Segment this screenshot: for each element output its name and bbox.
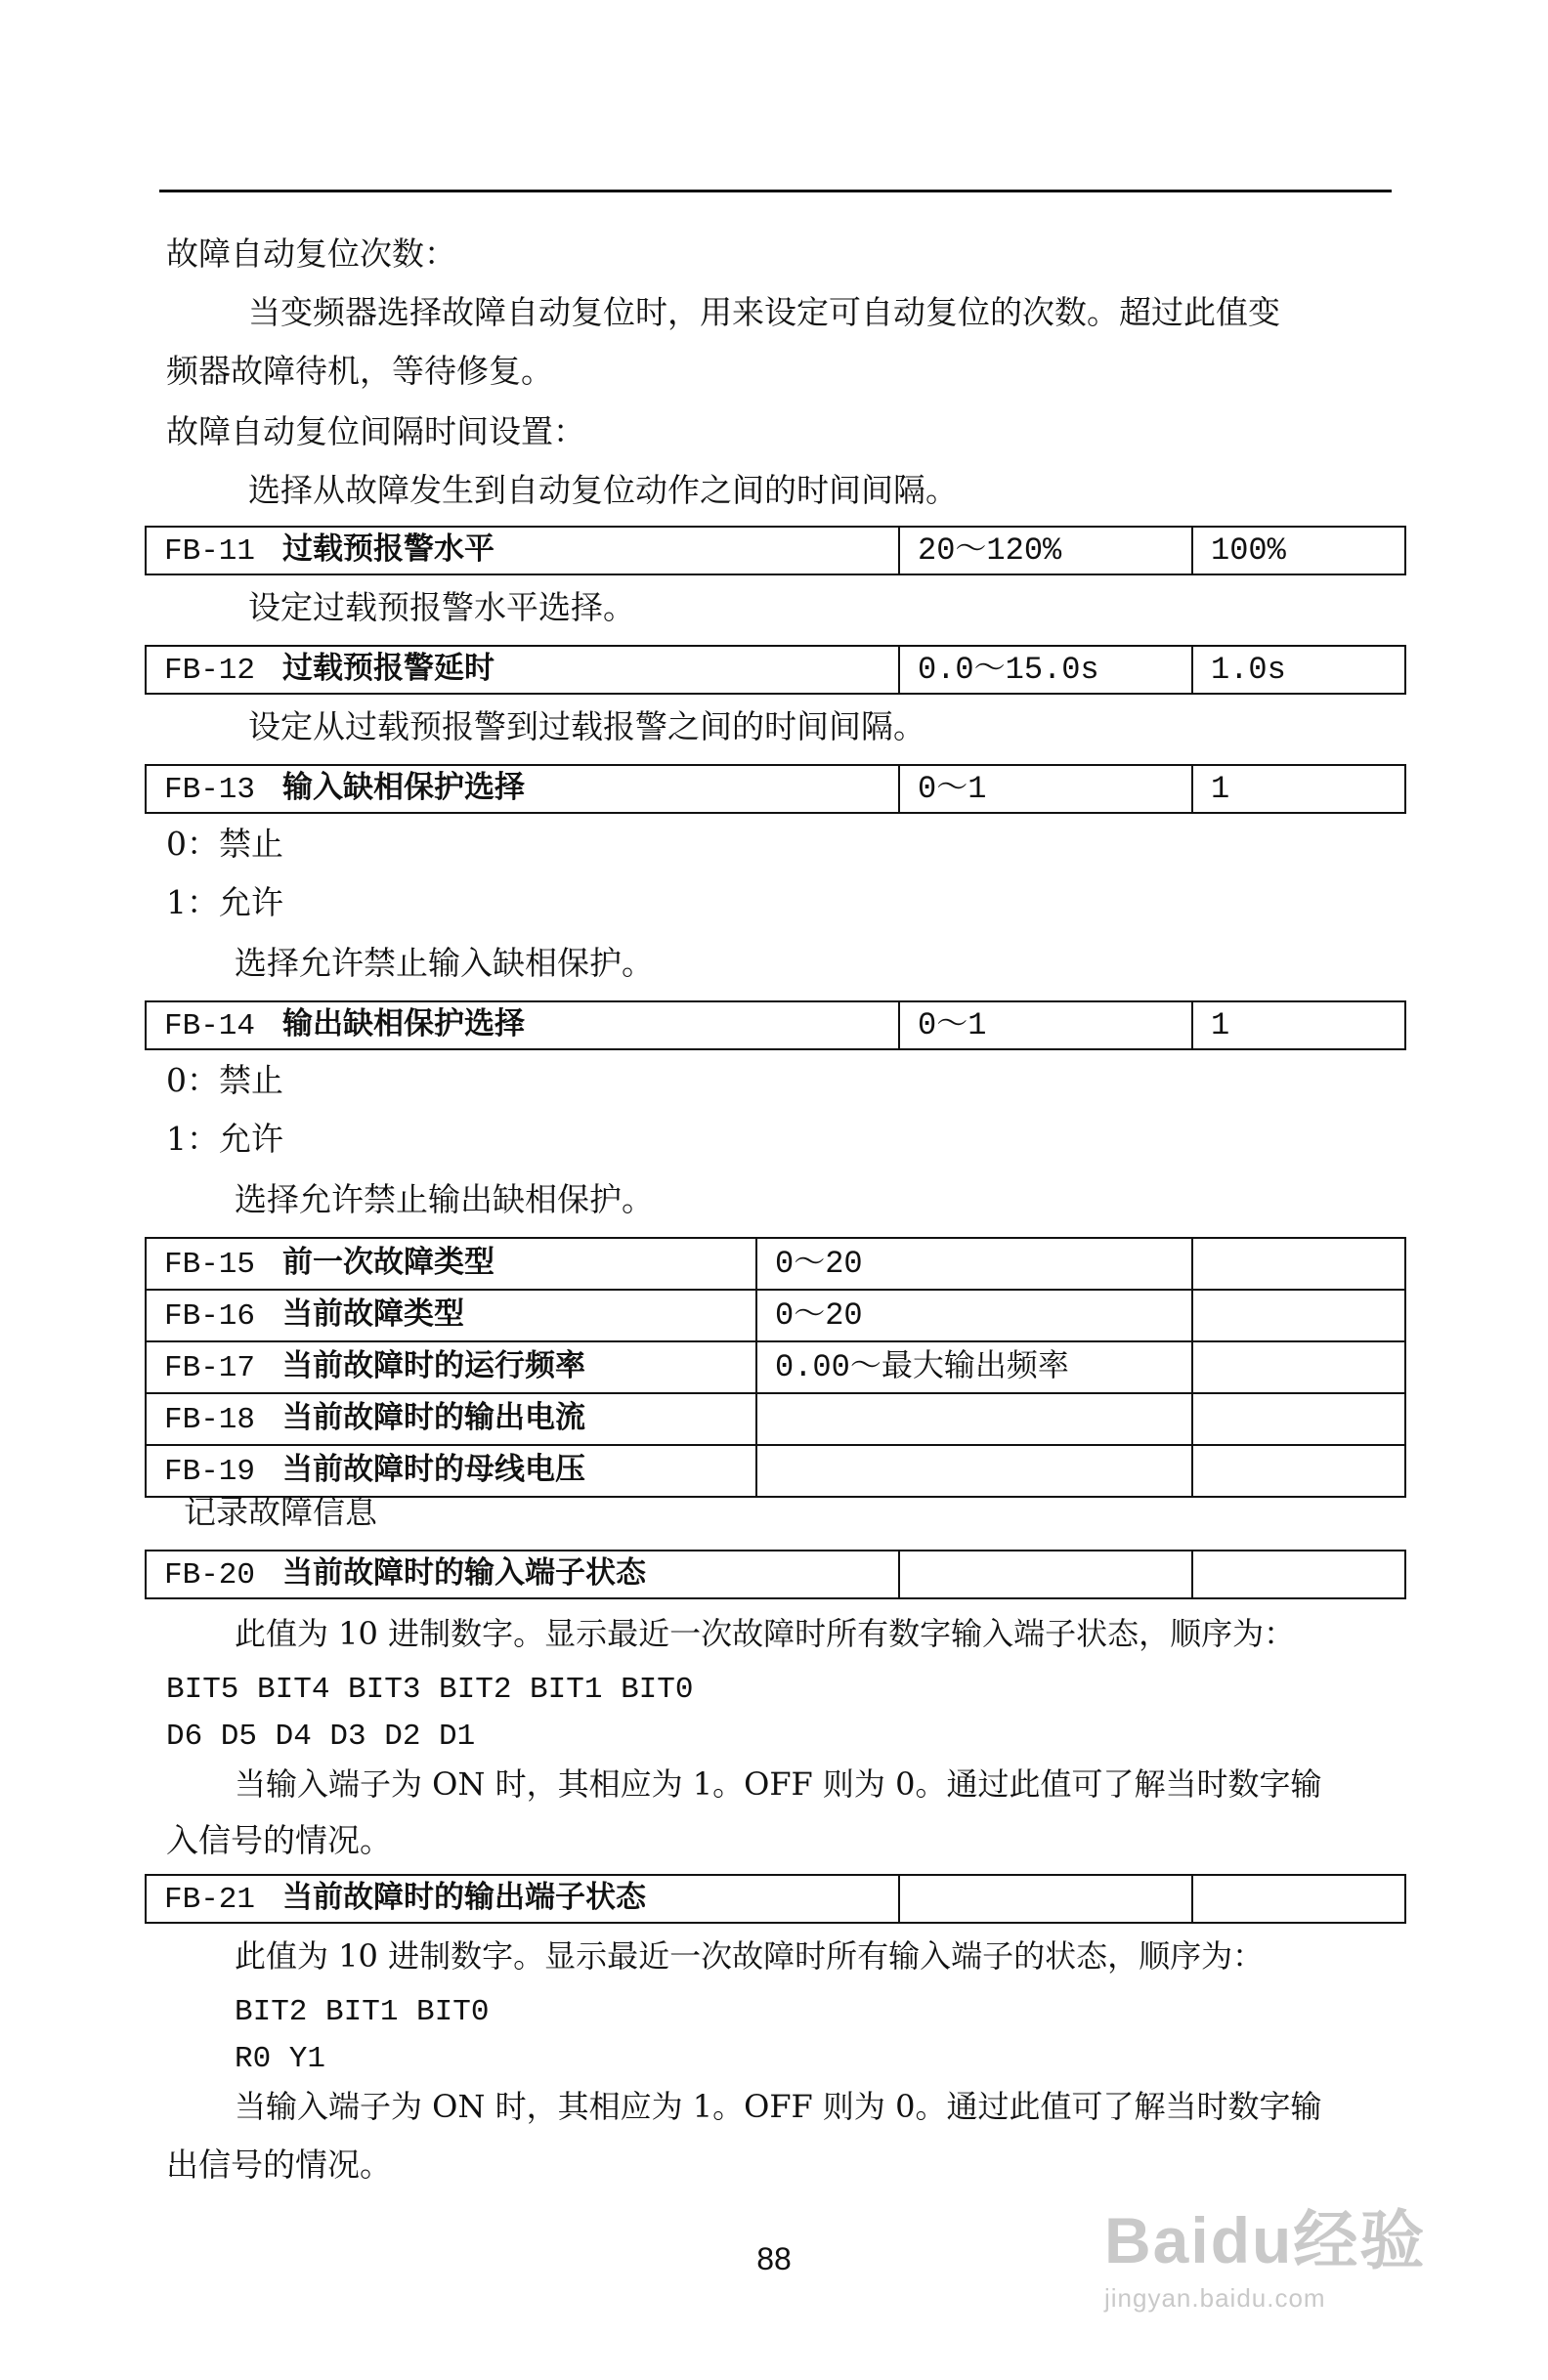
param-code: FB-18 (164, 1403, 256, 1437)
param-code: FB-13 (164, 773, 256, 807)
param-name: 当前故障时的输出电流 (282, 1400, 586, 1435)
param-table-fb13 (145, 764, 1406, 814)
param-name-cell (146, 765, 899, 813)
param-default (1192, 1238, 1405, 1290)
param-table-fb12 (145, 645, 1406, 695)
param-name-cell (146, 1238, 756, 1290)
bit-order: BIT2 BIT1 BIT0 (235, 1995, 490, 2029)
param-table-fb21 (145, 1874, 1406, 1924)
param-name-cell (146, 1551, 899, 1598)
table-row (146, 646, 1405, 694)
table-row (146, 1290, 1405, 1341)
param-name-cell (146, 1445, 756, 1497)
param-code: FB-20 (164, 1558, 256, 1593)
param-name: 当前故障时的输出端子状态 (282, 1880, 647, 1915)
param-code: FB-15 (164, 1248, 256, 1282)
watermark-url: jingyan.baidu.com (1104, 2283, 1326, 2313)
paragraph: 设定从过载预报警到过载报警之间的时间间隔。 (248, 707, 925, 745)
bit-terminals: D6 D5 D4 D3 D2 D1 (166, 1720, 476, 1754)
param-default (1192, 1875, 1405, 1923)
param-name: 当前故障类型 (282, 1296, 465, 1332)
table-row (146, 1551, 1405, 1598)
param-range: 0～1 (899, 1001, 1192, 1049)
param-default: 1 (1192, 765, 1405, 813)
table-row (146, 1238, 1405, 1290)
table-row (146, 1001, 1405, 1049)
table-row (146, 527, 1405, 574)
table-row (146, 1445, 1405, 1497)
param-code: FB-16 (164, 1299, 256, 1334)
param-range: 0～20 (756, 1290, 1192, 1341)
heading-reset-interval: 故障自动复位间隔时间设置： (166, 412, 585, 450)
paragraph: 当变频器选择故障自动复位时，用来设定可自动复位的次数。超过此值变 (248, 293, 1280, 331)
param-name: 当前故障时的运行频率 (282, 1348, 586, 1383)
param-name: 当前故障时的母线电压 (282, 1452, 586, 1487)
param-default (1192, 1393, 1405, 1445)
param-code: FB-14 (164, 1009, 256, 1043)
param-range: 20～120% (899, 527, 1192, 574)
param-default: 100% (1192, 527, 1405, 574)
param-name: 输出缺相保护选择 (282, 1006, 526, 1041)
param-table-fb20 (145, 1550, 1406, 1599)
param-range (899, 1875, 1192, 1923)
param-name-cell (146, 1875, 899, 1923)
param-default: 1 (1192, 1001, 1405, 1049)
param-range: 0.00～最大输出频率 (756, 1341, 1192, 1393)
bit-order: BIT5 BIT4 BIT3 BIT2 BIT1 BIT0 (166, 1673, 694, 1707)
fault-record-table (145, 1237, 1406, 1498)
paragraph: 当输入端子为 ON 时，其相应为 1。OFF 则为 0。通过此值可了解当时数字输 (235, 1765, 1322, 1803)
option-text: 1：允许 (166, 883, 283, 921)
heading-reset-count: 故障自动复位次数： (166, 234, 456, 273)
page-number: 88 (756, 2241, 792, 2276)
param-default (1192, 1445, 1405, 1497)
paragraph: 此值为 10 进制数字。显示最近一次故障时所有数字输入端子状态，顺序为： (235, 1615, 1296, 1652)
watermark (1104, 2189, 1456, 2314)
paragraph: 设定过载预报警水平选择。 (248, 588, 635, 626)
bit-terminals: R0 Y1 (235, 2042, 326, 2076)
option-text: 1：允许 (166, 1120, 283, 1158)
paragraph: 频器故障待机，等待修复。 (166, 352, 553, 390)
param-code: FB-21 (164, 1883, 256, 1917)
param-code: FB-12 (164, 654, 256, 688)
table-row (146, 765, 1405, 813)
param-default (1192, 1551, 1405, 1598)
param-range (899, 1551, 1192, 1598)
param-name-cell (146, 1393, 756, 1445)
table-row (146, 1341, 1405, 1393)
paragraph: 此值为 10 进制数字。显示最近一次故障时所有输入端子的状态，顺序为： (235, 1937, 1265, 1975)
paragraph: 当输入端子为 ON 时，其相应为 1。OFF 则为 0。通过此值可了解当时数字输 (235, 2088, 1322, 2125)
param-range (756, 1393, 1192, 1445)
watermark-logo: Baidu经验 (1104, 2204, 1427, 2276)
table-row (146, 1393, 1405, 1445)
param-range (756, 1445, 1192, 1497)
param-default (1192, 1290, 1405, 1341)
paragraph: 出信号的情况。 (166, 2146, 392, 2184)
paragraph: 选择允许禁止输出缺相保护。 (235, 1180, 654, 1218)
param-default: 1.0s (1192, 646, 1405, 694)
param-code: FB-19 (164, 1455, 256, 1489)
param-name-cell (146, 1001, 899, 1049)
param-table-fb14 (145, 1000, 1406, 1050)
param-name-cell (146, 646, 899, 694)
param-code: FB-11 (164, 534, 256, 569)
option-text: 0：禁止 (166, 825, 283, 863)
paragraph: 选择从故障发生到自动复位动作之间的时间间隔。 (248, 471, 958, 509)
param-code: FB-17 (164, 1351, 256, 1385)
param-name: 输入缺相保护选择 (282, 770, 526, 805)
param-default (1192, 1341, 1405, 1393)
param-name: 前一次故障类型 (282, 1245, 495, 1280)
header-rule (159, 190, 1392, 192)
param-name: 当前故障时的输入端子状态 (282, 1555, 647, 1591)
param-range: 0～1 (899, 765, 1192, 813)
param-name: 过载预报警延时 (282, 651, 495, 686)
param-name-cell (146, 1290, 756, 1341)
param-range: 0～20 (756, 1238, 1192, 1290)
option-text: 0：禁止 (166, 1061, 283, 1099)
param-name-cell (146, 1341, 756, 1393)
param-range: 0.0～15.0s (899, 646, 1192, 694)
paragraph: 记录故障信息 (184, 1493, 377, 1531)
paragraph: 入信号的情况。 (166, 1821, 392, 1859)
param-name-cell (146, 527, 899, 574)
paragraph: 选择允许禁止输入缺相保护。 (235, 944, 654, 982)
table-row (146, 1875, 1405, 1923)
param-table-fb11 (145, 526, 1406, 575)
param-name: 过载预报警水平 (282, 531, 495, 567)
